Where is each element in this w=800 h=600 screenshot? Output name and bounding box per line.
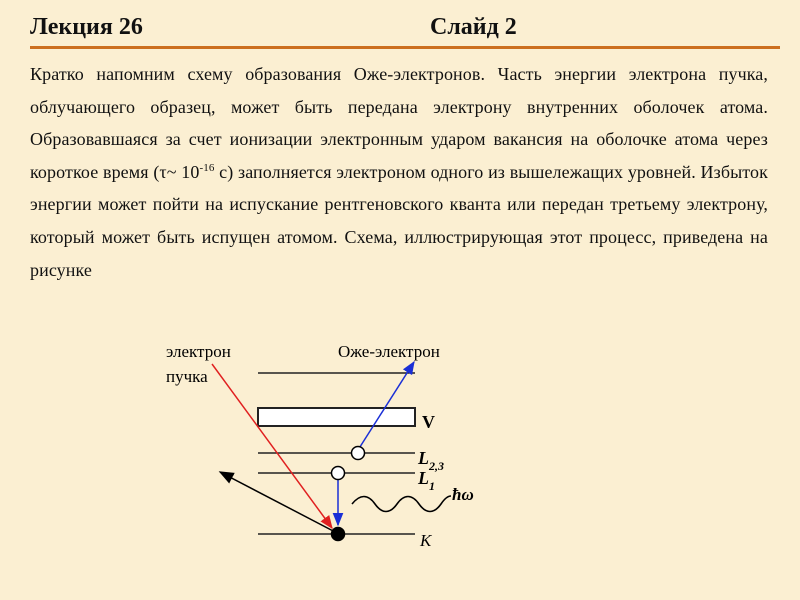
exponent: -16	[199, 161, 215, 174]
beam-electron-arrow	[212, 364, 332, 528]
beam-electron-label-1: электрон	[166, 342, 231, 361]
auger-electron-label: Оже-электрон	[338, 342, 440, 361]
level-l23-subscript: 2,3	[429, 459, 444, 473]
level-v-label: V	[422, 412, 435, 432]
photon-wave	[352, 496, 451, 512]
level-v-band	[258, 408, 415, 426]
l23-electron	[352, 447, 365, 460]
level-l23-letter: L	[418, 448, 429, 468]
body-text-part-2: с) заполняется электроном одного из вышележащих уровней. Избыток энергии может пойти на испускание рентгеновского кванта или передан третьему электрону, который может быть испущен атомом. Схема, иллюстрирующая этот процесс, приведена на рисунке	[30, 161, 768, 280]
beam-electron-label-2: пучка	[166, 367, 208, 386]
level-l1-letter: L	[418, 468, 429, 488]
photon-label: ħω	[452, 485, 474, 504]
l1-electron	[332, 467, 345, 480]
body-text-part-1: Кратко напомним схему образования Оже-электронов. Часть энергии электрона пучка, облучающего образец, может быть передана электрону внутренних оболочек атома. Образовавшаяся за счет ионизации электронным ударом вакансия на оболочке атома через короткое время (τ~ 10	[30, 64, 768, 182]
slide-number: Слайд 2	[430, 14, 517, 40]
level-l1-subscript: 1	[429, 479, 435, 493]
k-vacancy	[332, 528, 345, 541]
auger-electron-arrow	[358, 362, 414, 450]
level-k-label: K	[420, 531, 432, 550]
lecture-title: Лекция 26	[30, 14, 143, 40]
scattered-electron-arrow	[220, 472, 337, 533]
